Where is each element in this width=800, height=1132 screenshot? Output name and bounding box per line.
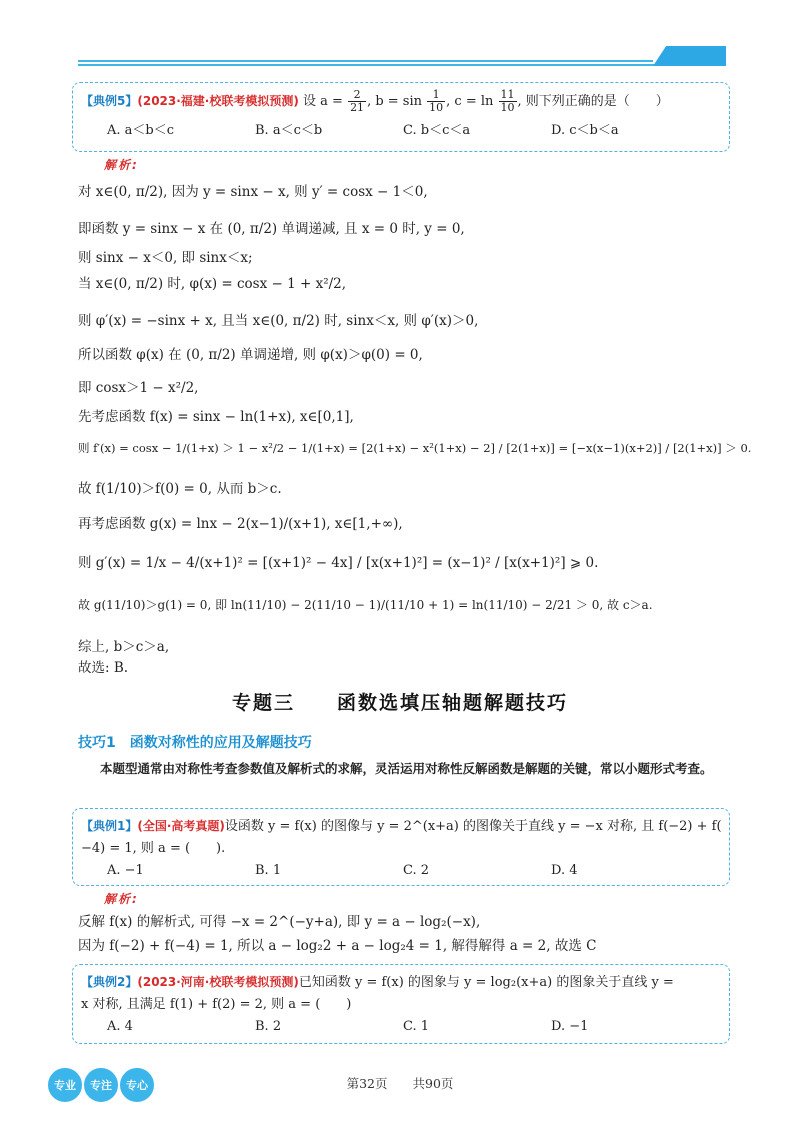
solution-line: 因为 f(−2) + f(−4) = 1, 所以 a − log₂2 + a − log₂4 = 1, 解得解得 a = 2, 故选 C (78, 938, 597, 954)
option-a: A. −1 (107, 863, 144, 878)
badge: 专心 (118, 1066, 156, 1104)
example-5-box (72, 82, 730, 152)
solution-line: 再考虑函数 g(x) = lnx − 2(x−1)/(x+1), x∈[1,+∞), (78, 516, 403, 532)
example-1-stem-cont: −4) = 1, 则 a = ( ). (81, 841, 226, 856)
option-d: D. 4 (551, 863, 578, 878)
solution-line: 先考虑函数 f(x) = sinx − ln(1+x), x∈[0,1], (78, 409, 354, 425)
solution-line: 故 f(1/10)＞f(0) = 0, 从而 b＞c. (78, 481, 282, 497)
badge: 专注 (82, 1066, 120, 1104)
example-2-options (81, 1016, 721, 1038)
solution-line: 则 φ′(x) = −sinx + x, 且当 x∈(0, π/2) 时, sinx＜x, 则 φ′(x)＞0, (78, 313, 479, 329)
example-2-stem-cont: x 对称, 且满足 f(1) + f(2) = 2, 则 a = ( ) (81, 997, 352, 1012)
example-2-stem: 【典例2】(2023·河南·校联考模拟预测)已知函数 y = f(x) 的图象与 y = log₂(x+a) 的图象关于直线 y = (81, 975, 674, 990)
solution-line: 故 g(11/10)＞g(1) = 0, 即 ln(11/10) − 2(11/10 − 1)/(11/10 + 1) = ln(11/10) − 2/21 ＞ 0, 故 c＞a. (78, 598, 653, 612)
option-c: C. 2 (403, 863, 430, 878)
example-5-stem: 【典例5】(2023·福建·校联考模拟预测) 设 a = $\frac{2}{21}$ , b = sin $\frac{1}{10}$ , c = ln $\frac{11}{10}$ , 则下列正确的是（ ） (81, 88, 669, 114)
section-title: 专题三 函数选填压轴题解题技巧 (231, 692, 568, 714)
option-c: C. 1 (403, 1019, 430, 1034)
solution-line: 则 f′(x) = cosx − 1/(1+x) ＞ 1 − x²/2 − 1/(1+x) = [2(1+x) − x²(1+x) − 2] / [2(1+x)] = [−x(x−1)(x+2)] / [2(1+x)] ＞ 0. (78, 441, 752, 455)
solution-line: 则 g′(x) = 1/x − 4/(x+1)² = [(x+1)² − 4x] / [x(x+1)²] = (x−1)² / [x(x+1)²] ⩾ 0. (78, 555, 599, 571)
solution-line: 综上, b＞c＞a, (78, 639, 170, 655)
skill-title: 技巧1 函数对称性的应用及解题技巧 (78, 735, 312, 751)
solution-line: 反解 f(x) 的解析式, 可得 −x = 2^(−y+a), 即 y = a − log₂(−x), (78, 914, 481, 930)
page-number: 第32页 共90页 (346, 1076, 454, 1091)
example-1-options (81, 860, 721, 882)
example-5-options (81, 120, 721, 142)
solution-line: 即 cosx＞1 − x²/2, (78, 380, 199, 396)
option-b: B. 2 (255, 1019, 282, 1034)
analysis-label: 解析: (104, 158, 139, 172)
solution-line: 即函数 y = sinx − x 在 (0, π/2) 单调递减, 且 x = 0 时, y = 0, (78, 221, 465, 237)
example-2-box (72, 964, 730, 1044)
example-1-stem: 【典例1】(全国·高考真题)设函数 y = f(x) 的图像与 y = 2^(x+a) 的图像关于直线 y = −x 对称, 且 f(−2) + f( (81, 819, 722, 834)
option-a: A. 4 (107, 1019, 133, 1034)
solution-line: 则 sinx − x＜0, 即 sinx＜x; (78, 250, 253, 266)
header-decoration (78, 52, 726, 64)
option-b: B. 1 (255, 863, 282, 878)
option-d: D. c＜b＜a (551, 123, 619, 138)
option-b: B. a＜c＜b (255, 123, 323, 138)
solution-line: 当 x∈(0, π/2) 时, φ(x) = cosx − 1 + x²/2, (78, 276, 347, 292)
intro-paragraph: 本题型通常由对称性考查参数值及解析式的求解，灵活运用对称性反解函数是解题的关键，常以小题形式考查。 (100, 761, 713, 776)
solution-line: 所以函数 φ(x) 在 (0, π/2) 单调递增, 则 φ(x)＞φ(0) = 0, (78, 347, 423, 363)
option-a: A. a＜b＜c (107, 123, 175, 138)
solution-line: 故选: B. (78, 660, 129, 676)
option-c: C. b＜c＜a (403, 123, 471, 138)
option-d: D. −1 (551, 1019, 589, 1034)
solution-line: 对 x∈(0, π/2), 因为 y = sinx − x, 则 y′ = cosx − 1＜0, (78, 184, 428, 200)
example-1-box (72, 808, 730, 886)
badge: 专业 (46, 1066, 84, 1104)
analysis-label: 解析: (104, 892, 139, 906)
